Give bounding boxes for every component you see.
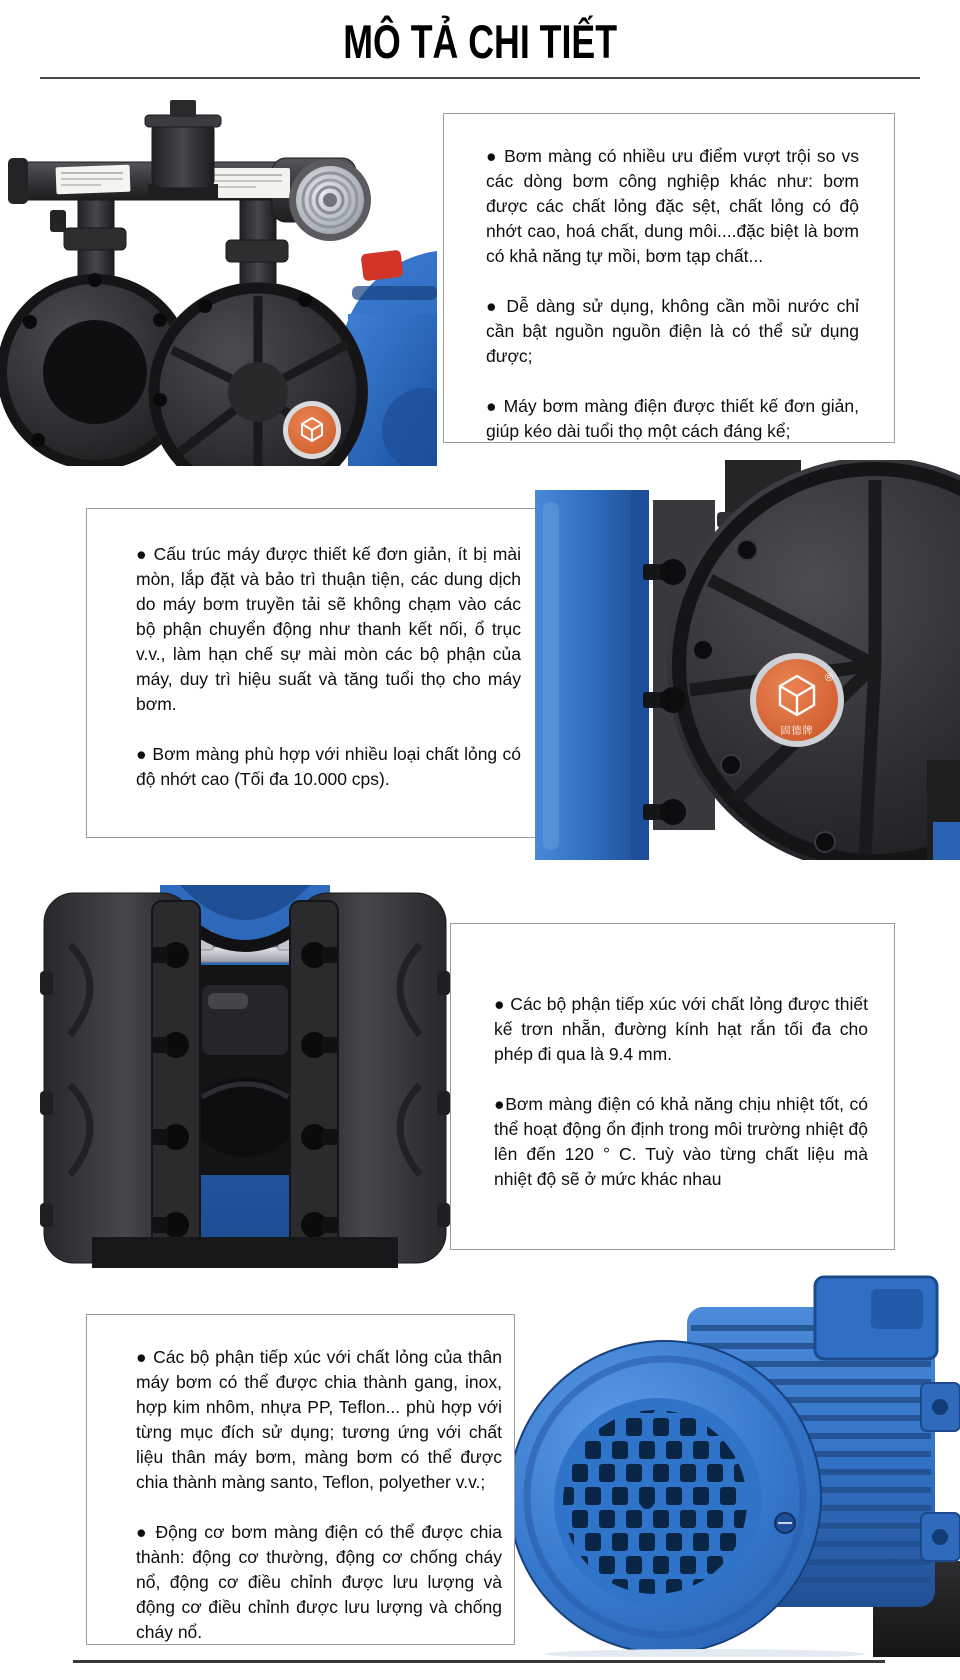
brand-badge-icon bbox=[750, 653, 844, 747]
pump-closeup-photo bbox=[535, 460, 960, 860]
description-box-3 bbox=[450, 923, 895, 1250]
diaphragm-pump-manifold-photo bbox=[0, 100, 437, 466]
rim-screw bbox=[775, 1513, 795, 1533]
pump-base bbox=[92, 1237, 398, 1268]
motor-end-cap bbox=[515, 1341, 821, 1653]
bottom-divider-line bbox=[73, 1660, 885, 1663]
bullet-paragraph: ● Các bộ phận tiếp xúc với chất lỏng được thiết kế trơn nhẵn, đường kính hạt rắn tối đa cho phép đi qua là 9.4 mm. bbox=[494, 994, 868, 1064]
bullet-paragraph: ● Bơm màng có nhiều ưu điểm vượt trội so vs các dòng bơm công nghiệp khác như: bơm được các chất lỏng đặc sệt, chất lỏng có độ nhớt cao, hoá chất, dung môi....đặc biệt là bơm có khả năng tự mồi, bơm tạp chất... bbox=[486, 146, 859, 266]
badge-brand-text: 固德牌 bbox=[780, 726, 814, 737]
blue-electric-motor-photo bbox=[515, 1265, 960, 1657]
red-knob bbox=[361, 250, 404, 282]
bullet-paragraph: ● Động cơ bơm màng điện có thể được chia thành: động cơ thường, động cơ chống cháy nổ, động cơ điều chỉnh được lưu lượng và động cơ điều chỉnh được lưu lượng và chống cháy nổ. bbox=[136, 1522, 502, 1642]
square-cap-nut bbox=[170, 100, 196, 117]
brand-badge-icon bbox=[283, 401, 341, 459]
bullet-paragraph: ● Cấu trúc máy được thiết kế đơn giản, ít bị mài mòn, lắp đặt và bảo trì thuận tiện, các dung dịch do máy bơm truyền tải sẽ không chạm vào các bộ phận chuyển động như thanh kết nối, ổ trục v.v., làm hạn chế sự mài mòn các bộ phận của máy, duy trì hiệu suất và tăng tuổi thọ cho máy bơm. bbox=[136, 544, 521, 714]
bullet-paragraph: ●Bơm màng điện có khả năng chịu nhiệt tốt, có thể hoạt động ổn định trong môi trường nhiệt độ lên đến 120 ° C. Tuỳ vào từng chất liệu mà nhiệt độ sẽ ở mức khác nhau bbox=[494, 1094, 868, 1189]
threaded-port bbox=[289, 159, 371, 241]
bullet-paragraph: ● Dễ dàng sử dụng, không cần mồi nước chỉ cần bật nguồn nguồn điện là có thể sử dụng được; bbox=[486, 296, 859, 366]
chamber-column bbox=[40, 893, 200, 1263]
title-divider-line bbox=[40, 77, 920, 79]
description-box-2 bbox=[86, 508, 537, 838]
bullet-paragraph: ● Bơm màng phù hợp với nhiều loại chất lỏng có độ nhớt cao (Tối đa 10.000 cps). bbox=[136, 744, 521, 789]
bullet-paragraph: ● Các bộ phận tiếp xúc với chất lỏng của thân máy bơm có thể được chia thành gang, inox, hợp kim nhôm, nhựa PP, Teflon... phù hợp với từng mục đích sử dụng; tương ứng với chất liệu thân máy bơm, màng bơm có thể được chia thành màng santo, Teflon, polyether v.v.; bbox=[136, 1347, 502, 1492]
page-title: MÔ TẢ CHI TIẾT bbox=[343, 15, 617, 68]
description-box-1 bbox=[443, 113, 895, 443]
description-box-4 bbox=[86, 1314, 515, 1645]
bullet-paragraph: ● Máy bơm màng điện được thiết kế đơn giản, giúp kéo dài tuổi thọ một cách đáng kể; bbox=[486, 396, 859, 441]
pump-front-view-photo bbox=[40, 885, 450, 1268]
registered-mark: ® bbox=[825, 672, 834, 684]
center-manifold bbox=[186, 925, 304, 1175]
